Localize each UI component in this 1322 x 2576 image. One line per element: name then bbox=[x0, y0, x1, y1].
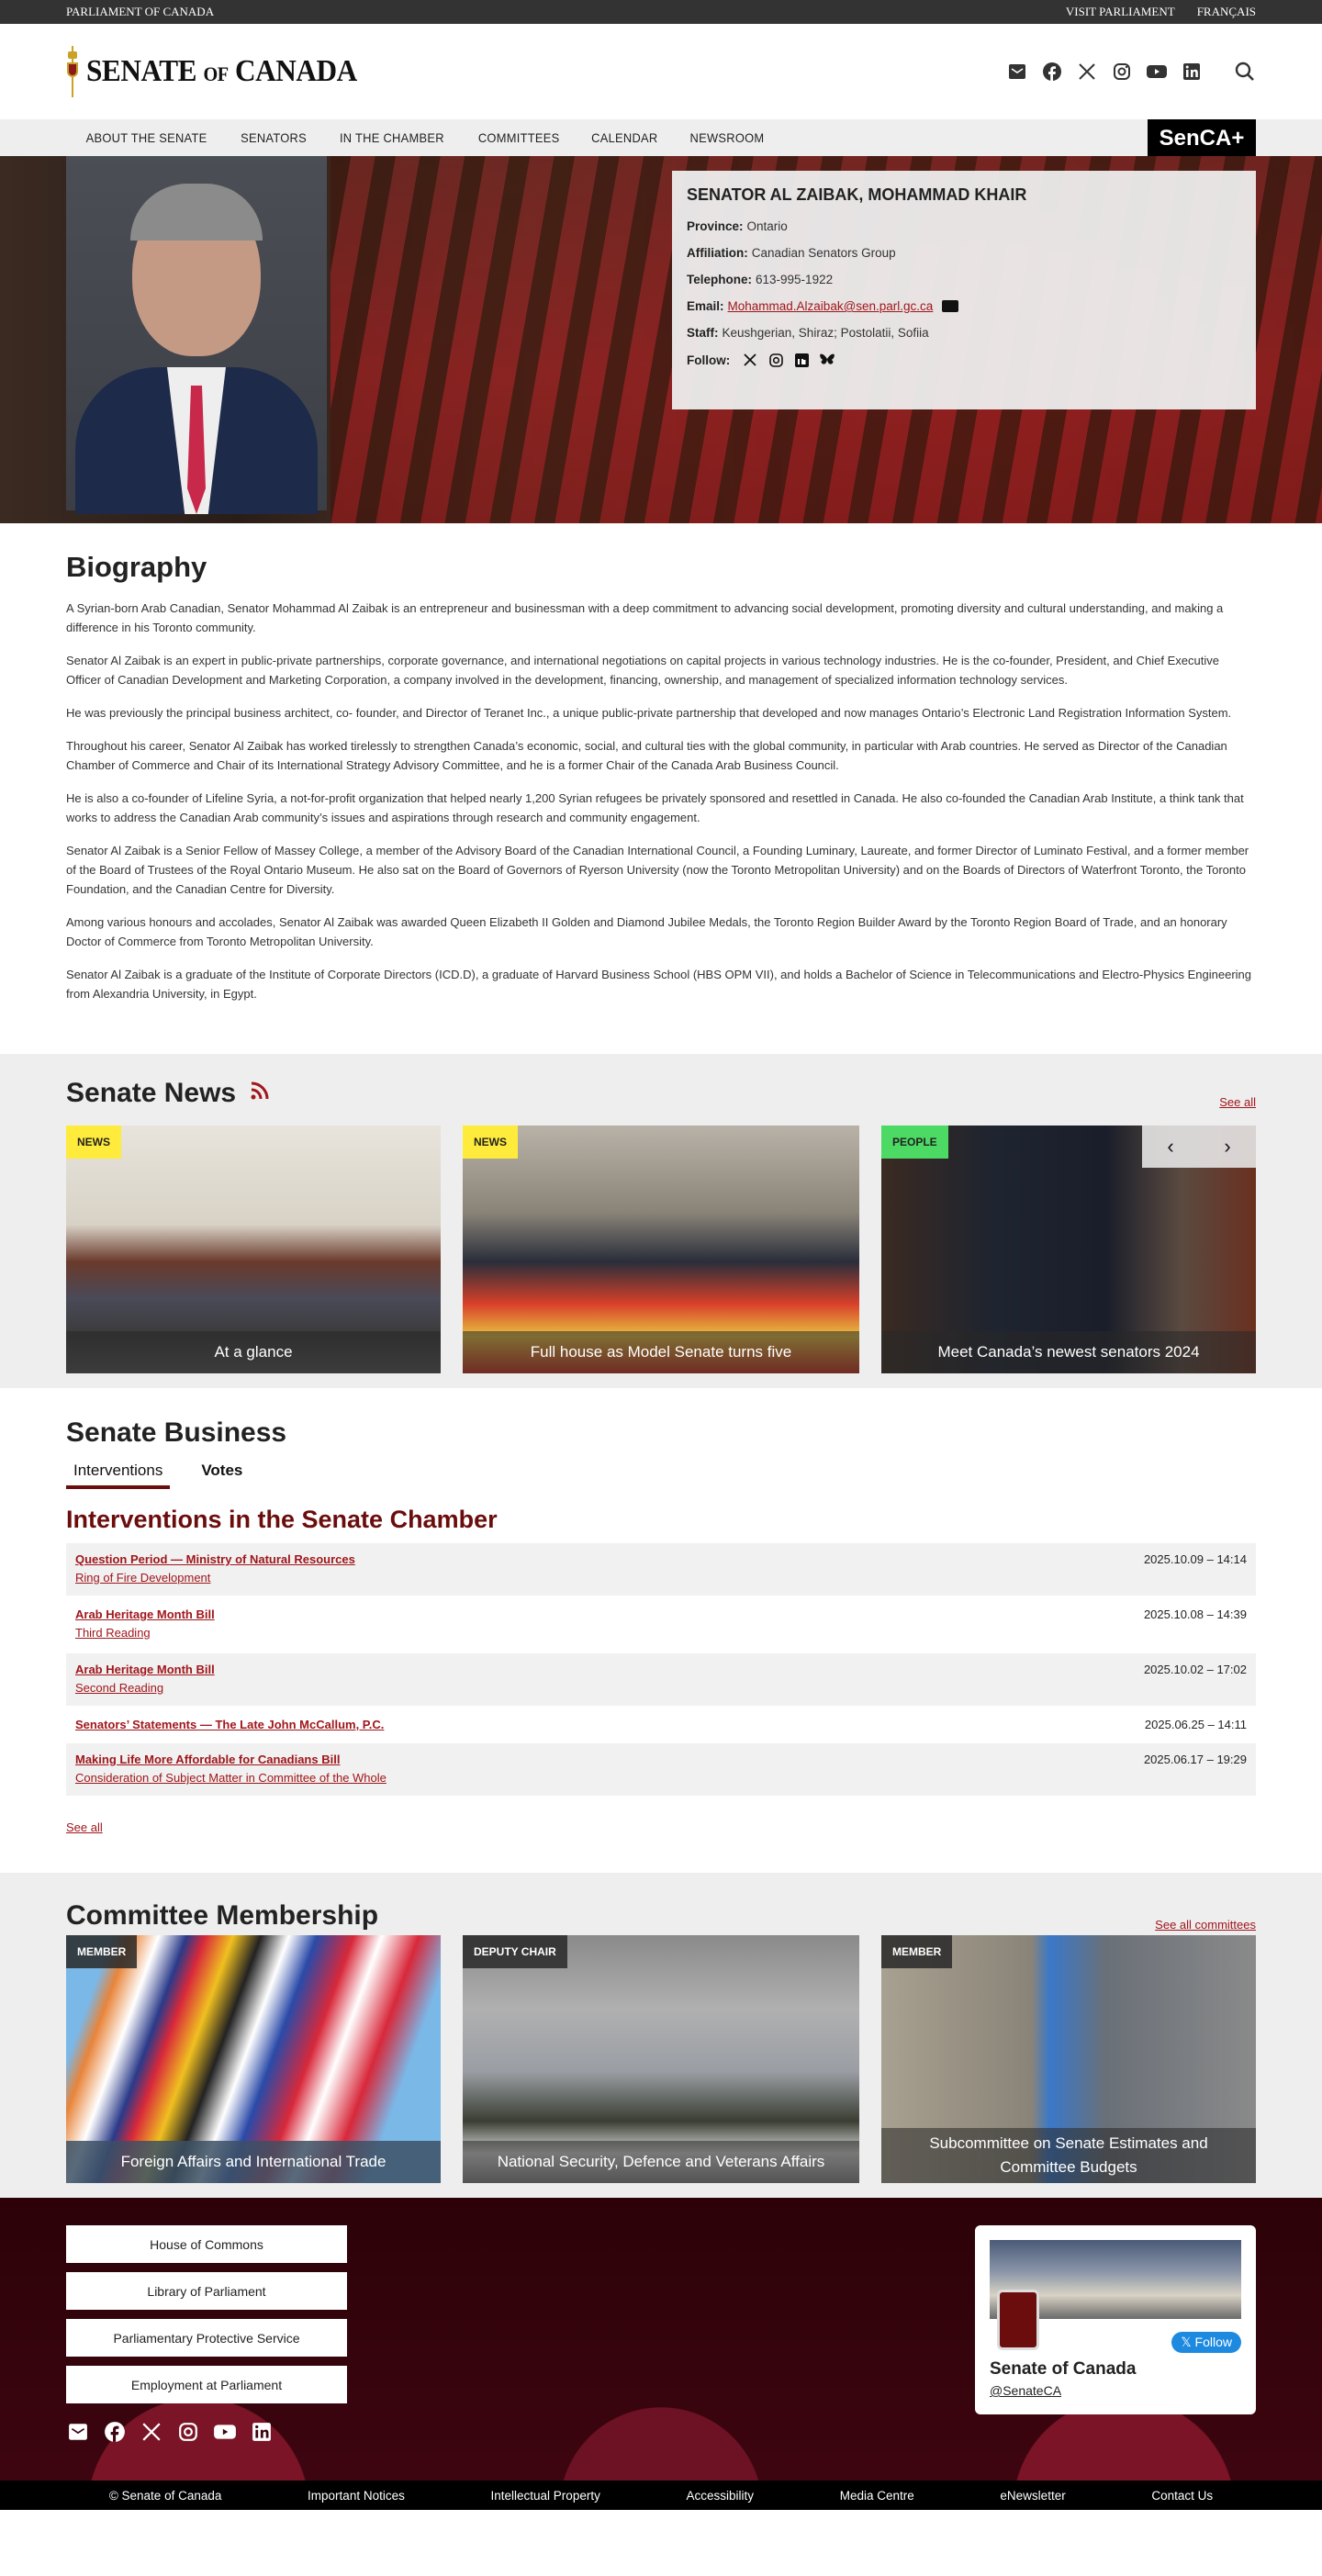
top-bar bbox=[0, 0, 1322, 24]
intervention-title-link[interactable]: Arab Heritage Month Bill bbox=[75, 1663, 215, 1676]
intervention-date: 2025.10.08 – 14:39 bbox=[1143, 1607, 1247, 1621]
site-footer bbox=[0, 2198, 1322, 2481]
footer-contact-us[interactable]: Contact Us bbox=[1151, 2488, 1214, 2503]
news-badge: NEWS bbox=[463, 1126, 518, 1159]
email-icon[interactable] bbox=[66, 2420, 90, 2444]
intervention-date: 2025.06.25 – 14:11 bbox=[1144, 1718, 1247, 1731]
instagram-icon[interactable] bbox=[1111, 61, 1133, 83]
intervention-title-link[interactable]: Arab Heritage Month Bill bbox=[75, 1607, 215, 1621]
news-badge: NEWS bbox=[66, 1126, 121, 1159]
footer-media-centre[interactable]: Media Centre bbox=[839, 2488, 914, 2503]
intervention-title-link[interactable]: Question Period — Ministry of Natural Resources bbox=[75, 1552, 355, 1566]
facebook-icon[interactable] bbox=[1041, 61, 1063, 83]
news-badge: PEOPLE bbox=[881, 1126, 948, 1159]
business-tabs bbox=[66, 1462, 1256, 1489]
senate-business-section bbox=[0, 1388, 1322, 1873]
affiliation-row: Affiliation: Canadian Senators Group bbox=[687, 246, 896, 260]
interventions-title: Interventions in the Senate Chamber bbox=[66, 1506, 498, 1533]
email-link[interactable]: Mohammad.Alzaibak@sen.parl.gc.ca bbox=[727, 299, 934, 313]
visit-parliament-link[interactable]: VISIT PARLIAMENT bbox=[1065, 5, 1175, 18]
telephone-row: Telephone: 613-995-1922 bbox=[687, 273, 834, 286]
instagram-icon[interactable] bbox=[176, 2420, 200, 2444]
intervention-title-link[interactable]: Making Life More Affordable for Canadians Bill bbox=[75, 1753, 341, 1766]
main-nav bbox=[0, 119, 1322, 156]
committee-card[interactable] bbox=[881, 1935, 1256, 2183]
x-icon[interactable] bbox=[743, 353, 757, 367]
senator-portrait bbox=[66, 156, 327, 510]
x-account-name: Senate of Canada bbox=[990, 2359, 1137, 2379]
intervention-row bbox=[66, 1743, 1256, 1798]
intervention-date: 2025.06.17 – 19:29 bbox=[1143, 1753, 1247, 1766]
committee-card[interactable] bbox=[66, 1935, 441, 2183]
news-caption: Full house as Model Senate turns five bbox=[463, 1331, 859, 1373]
news-caption: At a glance bbox=[66, 1331, 441, 1373]
intervention-title-link[interactable]: Senators’ Statements — The Late John McCallum, P.C. bbox=[75, 1718, 385, 1731]
instagram-icon[interactable] bbox=[768, 353, 783, 367]
x-avatar bbox=[997, 2290, 1039, 2350]
committee-card[interactable] bbox=[463, 1935, 859, 2183]
senator-info-panel bbox=[672, 171, 1256, 409]
intervention-row bbox=[66, 1653, 1256, 1708]
tab-interventions[interactable]: Interventions bbox=[66, 1462, 170, 1489]
biography-title: Biography bbox=[66, 551, 207, 583]
bio-paragraph: Among various honours and accolades, Senator Al Zaibak was awarded Queen Elizabeth II Golden and Diamond Jubilee Medals, the Toronto Region Builder Award by the Toronto Region Board of Trade, and an honorary Doctor of Commerce from Toronto Metropolitan University. bbox=[66, 915, 1227, 948]
footer-important-notices[interactable]: Important Notices bbox=[308, 2488, 405, 2503]
senator-hero bbox=[0, 156, 1322, 523]
intervention-date: 2025.10.09 – 14:14 bbox=[1143, 1552, 1247, 1566]
footer-bottom-bar bbox=[0, 2481, 1322, 2510]
footer-accessibility[interactable]: Accessibility bbox=[686, 2488, 755, 2503]
interventions-list bbox=[66, 1543, 1256, 1798]
search-icon[interactable] bbox=[1234, 61, 1256, 83]
site-header bbox=[0, 24, 1322, 119]
nav-in-the-chamber[interactable]: IN THE CHAMBER bbox=[340, 130, 445, 145]
committee-role-badge: MEMBER bbox=[66, 1935, 137, 1968]
committee-role-badge: DEPUTY CHAIR bbox=[463, 1935, 567, 1968]
email-row: Email: Mohammad.Alzaibak@sen.parl.gc.ca bbox=[687, 299, 1241, 313]
linkedin-icon[interactable] bbox=[794, 353, 809, 367]
committee-caption: National Security, Defence and Veterans Affairs bbox=[463, 2141, 859, 2183]
mace-icon bbox=[66, 46, 79, 97]
interventions-see-all-link[interactable]: See all bbox=[66, 1820, 103, 1834]
x-profile-card bbox=[975, 2225, 1256, 2414]
parliament-link[interactable]: PARLIAMENT OF CANADA bbox=[66, 5, 215, 18]
footer-copyright: © Senate of Canada bbox=[108, 2488, 222, 2503]
x-icon[interactable] bbox=[140, 2420, 163, 2444]
news-card[interactable] bbox=[463, 1126, 859, 1373]
senate-logo[interactable] bbox=[66, 46, 380, 97]
footer-link-protective-service[interactable]: Parliamentary Protective Service bbox=[66, 2319, 347, 2357]
committee-role-badge: MEMBER bbox=[881, 1935, 952, 1968]
footer-link-library-of-parliament[interactable]: Library of Parliament bbox=[66, 2272, 347, 2310]
carousel-prev-button[interactable]: ‹ bbox=[1167, 1135, 1174, 1158]
x-account-handle[interactable]: @SenateCA bbox=[990, 2383, 1062, 2398]
intervention-sub-link[interactable]: Second Reading bbox=[75, 1681, 164, 1695]
senate-news-section bbox=[0, 1054, 1322, 1388]
business-title: Senate Business bbox=[66, 1417, 287, 1448]
nav-committees[interactable]: COMMITTEES bbox=[477, 130, 560, 145]
senator-name: SENATOR AL ZAIBAK, MOHAMMAD KHAIR bbox=[687, 185, 1027, 204]
committee-caption: Subcommittee on Senate Estimates and Committee Budgets bbox=[881, 2128, 1256, 2183]
linkedin-icon[interactable] bbox=[250, 2420, 274, 2444]
intervention-row bbox=[66, 1708, 1256, 1743]
vcard-icon[interactable] bbox=[942, 300, 958, 312]
news-see-all-link[interactable]: See all bbox=[1219, 1095, 1256, 1109]
committees-title: Committee Membership bbox=[66, 1900, 379, 1931]
committee-caption: Foreign Affairs and International Trade bbox=[66, 2141, 441, 2183]
bio-paragraph: Senator Al Zaibak is an expert in public-private partnerships, corporate governance, and international negotiations on capital projects in various technology industries. He is the co-founder, President, and Chief Executive Officer of Canadian Development and Marketing Corporation, a company involved in the development, financing, ownership, and management of specialized information technology services. bbox=[66, 654, 1219, 687]
see-all-committees-link[interactable]: See all committees bbox=[1155, 1918, 1256, 1932]
intervention-sub-link[interactable]: Ring of Fire Development bbox=[75, 1571, 211, 1585]
footer-enewsletter[interactable]: eNewsletter bbox=[1000, 2488, 1066, 2503]
tab-votes[interactable]: Votes bbox=[201, 1462, 243, 1479]
province-row: Province: Ontario bbox=[687, 219, 788, 233]
footer-intellectual-property[interactable]: Intellectual Property bbox=[490, 2488, 600, 2503]
follow-row: Follow: bbox=[687, 353, 1241, 367]
news-card[interactable] bbox=[881, 1126, 1256, 1373]
bluesky-icon[interactable] bbox=[820, 353, 835, 367]
nav-about-the-senate[interactable]: ABOUT THE SENATE bbox=[85, 130, 207, 145]
intervention-row bbox=[66, 1543, 1256, 1598]
intervention-sub-link[interactable]: Third Reading bbox=[75, 1626, 151, 1640]
x-follow-button[interactable]: 𝕏 Follow bbox=[1171, 2332, 1241, 2353]
biography-section bbox=[0, 523, 1322, 1054]
x-icon[interactable] bbox=[1076, 61, 1098, 83]
intervention-row bbox=[66, 1598, 1256, 1653]
senca-plus-button[interactable]: SenCA+ bbox=[1148, 119, 1256, 158]
news-card[interactable] bbox=[66, 1126, 441, 1373]
facebook-icon[interactable] bbox=[103, 2420, 127, 2444]
email-icon[interactable] bbox=[1006, 61, 1028, 83]
nav-newsroom[interactable]: NEWSROOM bbox=[689, 130, 765, 145]
committee-membership-section bbox=[0, 1873, 1322, 2198]
nav-calendar[interactable]: CALENDAR bbox=[591, 130, 658, 145]
logo-text: SENATE OF CANADA bbox=[86, 54, 357, 88]
intervention-date: 2025.10.02 – 17:02 bbox=[1143, 1663, 1247, 1676]
carousel-next-button[interactable]: › bbox=[1224, 1135, 1231, 1158]
news-title: Senate News bbox=[66, 1078, 271, 1109]
language-toggle[interactable]: FRANÇAIS bbox=[1196, 5, 1256, 18]
linkedin-icon[interactable] bbox=[1181, 61, 1203, 83]
intervention-sub-link[interactable]: Consideration of Subject Matter in Committee of the Whole bbox=[75, 1771, 387, 1785]
news-caption: Meet Canada’s newest senators 2024 bbox=[881, 1331, 1256, 1373]
bio-paragraph: Senator Al Zaibak is a graduate of the Institute of Corporate Directors (ICD.D), a graduate of Harvard Business School (HBS OPM VII), and holds a Bachelor of Science in Telecommunications and Electro-Physics Engineering from Alexandria University, in Egypt. bbox=[66, 968, 1252, 1001]
footer-link-employment[interactable]: Employment at Parliament bbox=[66, 2366, 347, 2403]
footer-link-house-of-commons[interactable]: House of Commons bbox=[66, 2225, 347, 2263]
staff-row: Staff: Keushgerian, Shiraz; Postolatii, Sofiia bbox=[687, 326, 929, 340]
bio-paragraph: Senator Al Zaibak is a Senior Fellow of Massey College, a member of the Advisory Board of the Canadian International Council, a Founding Luminary, Laureate, and former Director of Luminato Festival, and a former member of the Board of Trustees of the Royal Ontario Museum. He also sat on the Board of Governors of Ryerson University (now the Toronto Metropolitan University) and on the Boards of Directors of Waterfront Toronto, the Toronto Foundation, and the Canadian Centre for Diversity. bbox=[66, 844, 1249, 896]
rss-icon[interactable] bbox=[249, 1078, 271, 1109]
nav-senators[interactable]: SENATORS bbox=[241, 130, 308, 145]
bio-paragraph: He was previously the principal business architect, co- founder, and Director of Teranet Inc., a unique public-private partnership that developed and now manages Ontario’s Electronic Land Registration Information System. bbox=[66, 706, 1232, 720]
bio-paragraph: A Syrian-born Arab Canadian, Senator Mohammad Al Zaibak is an entrepreneur and businessman with a deep commitment to advancing social development, promoting diversity and cultural understanding, and making a difference in his Toronto community. bbox=[66, 601, 1224, 634]
youtube-icon[interactable] bbox=[213, 2420, 237, 2444]
bio-paragraph: He is also a co-founder of Lifeline Syria, a not-for-profit organization that helped nearly 1,200 Syrian refugees be privately sponsored and resettled in Canada. He also co-founded the Canadian Arab Institute, a think tank that works to address the Canadian Arab community’s issues and aspirations through research and community engagement. bbox=[66, 791, 1244, 824]
youtube-icon[interactable] bbox=[1146, 61, 1168, 83]
bio-paragraph: Throughout his career, Senator Al Zaibak has worked tirelessly to strengthen Canada’s economic, social, and cultural ties with the global community, in particular with Arab countries. He served as Director of the Canadian Chamber of Commerce and Chair of its International Strategy Advisory Committee, and he is a former Chair of the Canada Arab Business Council. bbox=[66, 739, 1227, 772]
carousel-nav bbox=[1142, 1126, 1256, 1168]
